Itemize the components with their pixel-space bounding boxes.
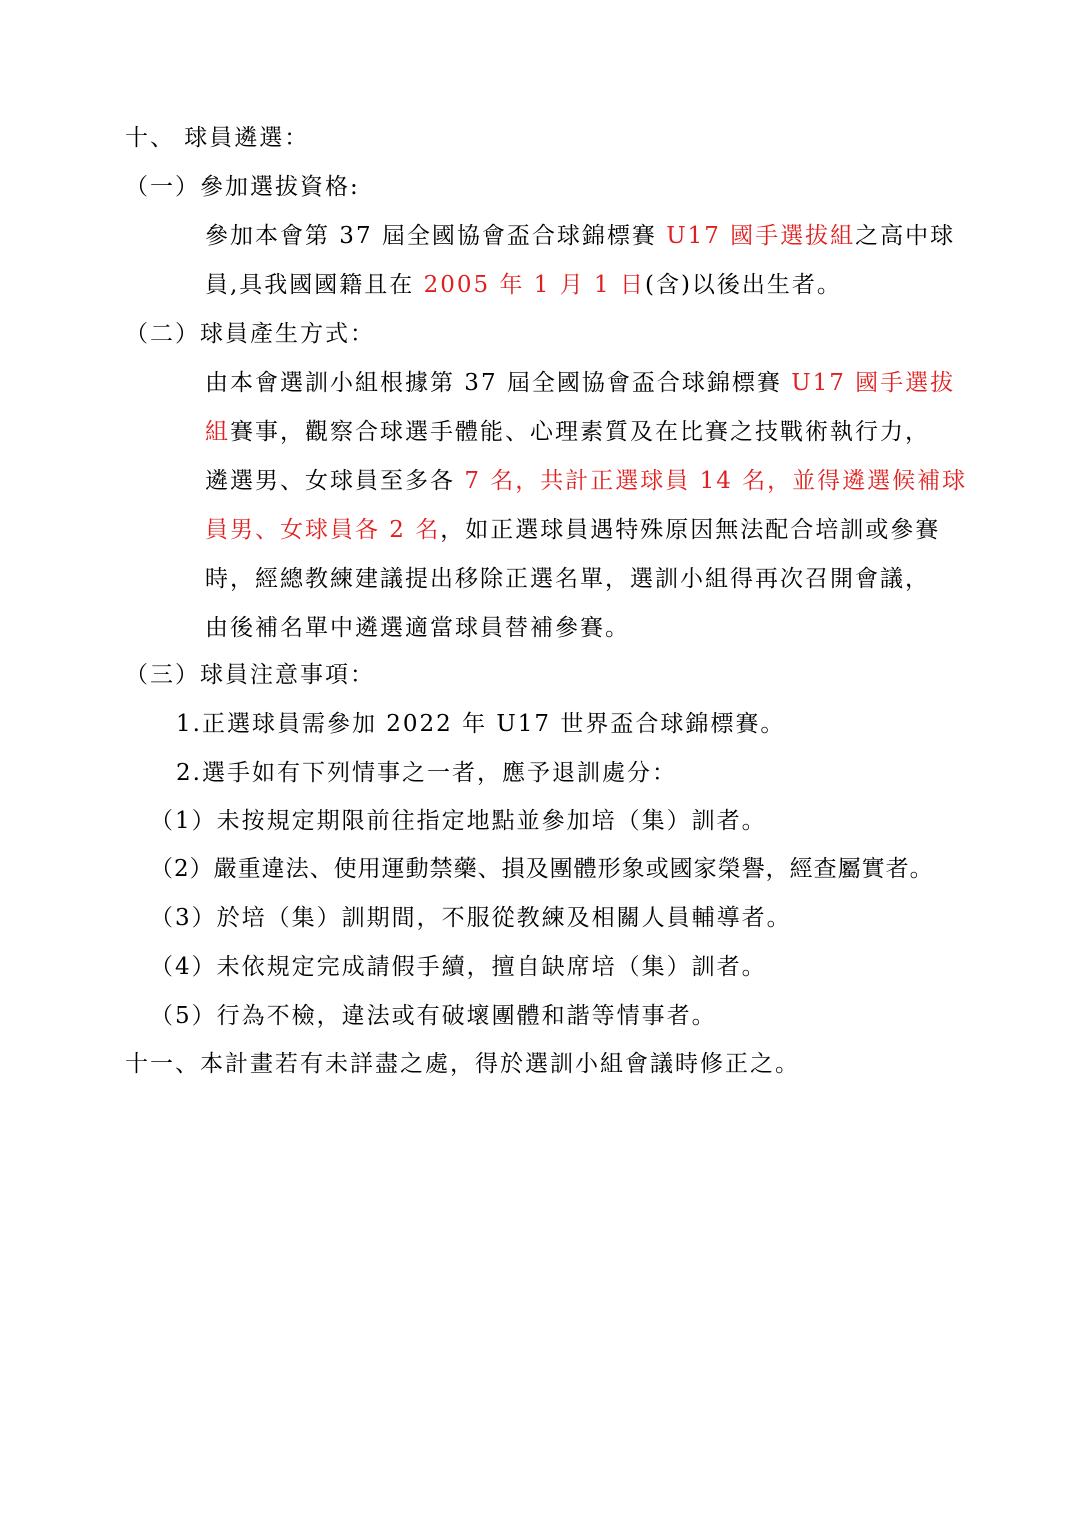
text: ，如正選球員遇特殊原因無法配合培訓或參賽 — [440, 517, 941, 543]
text: 由本會選訓小組根據第 37 屆全國協會盃合球錦標賽 — [205, 370, 792, 396]
text: 之高中球 — [855, 223, 956, 249]
text: 遴選男、女球員至多各 — [205, 468, 465, 494]
highlight: U17 國手選拔 — [791, 370, 956, 396]
sub3-heading: （三）球員注意事項： — [125, 662, 375, 688]
section-10-heading: 十、 球員遴選： — [125, 125, 310, 151]
sub2-heading: （二）球員產生方式： — [125, 321, 375, 347]
sub2-line1 — [205, 368, 955, 398]
sub3-item1: 1.正選球員需參加 2022 年 U17 世界盃合球錦標賽。 — [176, 711, 786, 737]
text: 員,具我國國籍且在 — [205, 272, 424, 298]
sub1-heading: （一）參加選拔資格: — [125, 174, 360, 200]
sub2-line4 — [205, 515, 940, 545]
case-3: （3）於培（集）訓期間，不服從教練及相關人員輔導者。 — [150, 905, 792, 931]
sub2-line2 — [205, 417, 930, 447]
highlight: 員男、女球員各 2 名 — [205, 517, 441, 543]
case-1: （1）未按規定期限前往指定地點並參加培（集）訓者。 — [150, 808, 767, 834]
case-2: （2）嚴重違法、使用運動禁藥、損及團體形象或國家榮譽，經查屬實者。 — [150, 856, 934, 882]
case-4: （4）未依規定完成請假手續，擅自缺席培（集）訓者。 — [150, 954, 767, 980]
sub2-line6: 由後補名單中遴選適當球員替補參賽。 — [205, 615, 630, 641]
highlight: 組 — [205, 419, 230, 445]
sub1-line1 — [205, 221, 955, 251]
sub1-line2 — [205, 270, 842, 300]
text: 賽事，觀察合球選手體能、心理素質及在比賽之技戰術執行力， — [230, 419, 930, 445]
highlight: 7 名，共計正選球員 14 名，並得遴選候補球 — [464, 468, 968, 494]
sub2-line3 — [205, 466, 967, 496]
text: 參加本會第 37 屆全國協會盃合球錦標賽 — [205, 223, 667, 249]
section-11-text: 十一、本計畫若有未詳盡之處，得於選訓小組會議時修正之。 — [125, 1051, 800, 1077]
case-5: （5）行為不檢，違法或有破壞團體和諧等情事者。 — [150, 1003, 717, 1029]
sub2-line5: 時，經總教練建議提出移除正選名單，選訓小組得再次召開會議， — [205, 566, 930, 592]
highlight: 2005 年 1 月 1 日 — [423, 272, 645, 298]
highlight: U17 國手選拔組 — [666, 223, 856, 249]
text: (含)以後出生者。 — [644, 272, 842, 298]
sub3-item2: 2.選手如有下列情事之一者，應予退訓處分： — [176, 760, 677, 786]
